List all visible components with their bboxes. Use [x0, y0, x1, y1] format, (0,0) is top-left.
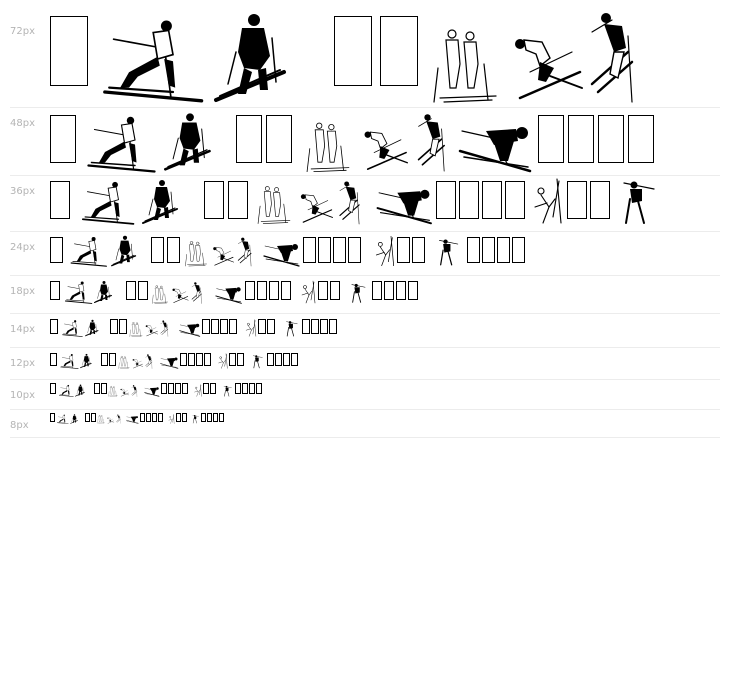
- glyph-sample: [50, 233, 525, 267]
- missing-glyph-box-icon: [151, 237, 164, 263]
- missing-glyph-box-icon: [152, 413, 157, 422]
- missing-glyph-box-icon: [211, 319, 219, 334]
- missing-glyph-box-icon: [242, 383, 248, 394]
- skier-slalom-icon: [285, 320, 298, 337]
- missing-glyph-box-icon: [380, 16, 418, 86]
- missing-glyph-box-icon: [266, 115, 292, 163]
- missing-glyph-box-icon: [220, 319, 228, 334]
- missing-glyph-box-icon: [396, 281, 406, 300]
- skier-split-icon: [375, 235, 395, 267]
- skier-jump-icon: [237, 237, 253, 267]
- skier-classic-icon: [82, 113, 158, 173]
- skier-tuck-jump-icon: [144, 324, 159, 337]
- skier-classic-icon: [56, 414, 69, 424]
- size-label: 24px: [10, 242, 35, 253]
- missing-glyph-box-icon: [219, 413, 224, 422]
- skier-tuck-jump-icon: [106, 417, 115, 424]
- missing-glyph-box-icon: [180, 353, 187, 366]
- skier-split-icon: [194, 384, 202, 397]
- missing-glyph-box-icon: [482, 181, 502, 219]
- missing-glyph-box-icon: [196, 353, 203, 366]
- glyph-sample: [50, 276, 418, 304]
- missing-glyph-box-icon: [213, 413, 218, 422]
- skier-slalom-icon: [620, 179, 656, 225]
- missing-glyph-box-icon: [138, 281, 148, 300]
- preview-row-48: [10, 107, 720, 176]
- skier-classic-icon: [59, 353, 79, 369]
- missing-glyph-box-icon: [91, 413, 96, 422]
- skier-tuck-jump-icon: [510, 32, 584, 104]
- skier-pair-icon: [118, 355, 130, 369]
- missing-glyph-box-icon: [598, 115, 624, 163]
- skier-split-icon: [301, 280, 316, 304]
- missing-glyph-box-icon: [50, 413, 55, 422]
- skier-classic-icon: [96, 14, 206, 104]
- missing-glyph-box-icon: [109, 353, 116, 366]
- glyph-sample: [50, 351, 298, 369]
- missing-glyph-box-icon: [50, 353, 57, 366]
- missing-glyph-box-icon: [228, 181, 248, 219]
- missing-glyph-box-icon: [291, 353, 298, 366]
- size-label: 14px: [10, 324, 35, 335]
- missing-glyph-box-icon: [590, 181, 610, 219]
- missing-glyph-box-icon: [275, 353, 282, 366]
- preview-row-12: [10, 347, 720, 380]
- glyph-sample: [50, 8, 638, 104]
- missing-glyph-box-icon: [85, 413, 90, 422]
- missing-glyph-box-icon: [161, 383, 167, 394]
- skier-classic-icon: [67, 235, 109, 267]
- missing-glyph-box-icon: [412, 237, 425, 263]
- missing-glyph-box-icon: [467, 237, 480, 263]
- missing-glyph-box-icon: [50, 319, 58, 334]
- missing-glyph-box-icon: [245, 281, 255, 300]
- missing-glyph-box-icon: [567, 181, 587, 219]
- missing-glyph-box-icon: [101, 383, 107, 394]
- missing-glyph-box-icon: [303, 237, 316, 263]
- skier-tuck-jump-icon: [358, 127, 412, 173]
- missing-glyph-box-icon: [397, 237, 410, 263]
- skier-downhill-icon: [126, 415, 139, 424]
- missing-glyph-box-icon: [182, 413, 187, 422]
- missing-glyph-box-icon: [384, 281, 394, 300]
- skier-downhill-icon: [215, 285, 243, 304]
- missing-glyph-box-icon: [408, 281, 418, 300]
- missing-glyph-box-icon: [126, 281, 136, 300]
- size-label: 36px: [10, 186, 35, 197]
- skier-slalom-icon: [223, 385, 232, 397]
- skier-walker-icon: [214, 12, 294, 104]
- missing-glyph-box-icon: [568, 115, 594, 163]
- missing-glyph-box-icon: [229, 353, 236, 366]
- skier-pair-icon: [151, 284, 169, 304]
- missing-glyph-box-icon: [235, 383, 241, 394]
- skier-walker-icon: [85, 319, 100, 337]
- missing-glyph-box-icon: [330, 281, 340, 300]
- skier-downhill-icon: [263, 241, 301, 267]
- missing-glyph-box-icon: [436, 181, 456, 219]
- missing-glyph-box-icon: [372, 281, 382, 300]
- missing-glyph-box-icon: [50, 281, 60, 300]
- missing-glyph-box-icon: [119, 319, 127, 334]
- skier-jump-icon: [145, 354, 153, 369]
- skier-walker-icon: [75, 384, 86, 397]
- preview-row-14: [10, 313, 720, 348]
- skier-downhill-icon: [144, 386, 160, 397]
- skier-pair-icon: [184, 239, 208, 267]
- missing-glyph-box-icon: [497, 237, 510, 263]
- skier-slalom-icon: [252, 354, 263, 369]
- skier-classic-icon: [58, 384, 74, 397]
- missing-glyph-box-icon: [269, 281, 279, 300]
- missing-glyph-box-icon: [512, 237, 525, 263]
- missing-glyph-box-icon: [257, 281, 267, 300]
- skier-pair-icon: [97, 414, 105, 424]
- skier-tuck-jump-icon: [119, 388, 130, 397]
- missing-glyph-box-icon: [202, 319, 210, 334]
- missing-glyph-box-icon: [94, 383, 100, 394]
- skier-pair-icon: [430, 24, 500, 104]
- preview-row-18: [10, 275, 720, 314]
- glyph-sample: [50, 315, 337, 337]
- skier-split-icon: [218, 353, 228, 369]
- missing-glyph-box-icon: [229, 319, 237, 334]
- preview-row-72: [10, 0, 720, 108]
- missing-glyph-box-icon: [258, 319, 266, 334]
- missing-glyph-box-icon: [333, 237, 346, 263]
- missing-glyph-box-icon: [201, 413, 206, 422]
- missing-glyph-box-icon: [348, 237, 361, 263]
- missing-glyph-box-icon: [237, 353, 244, 366]
- missing-glyph-box-icon: [210, 383, 216, 394]
- missing-glyph-box-icon: [140, 413, 145, 422]
- missing-glyph-box-icon: [207, 413, 212, 422]
- preview-row-36: [10, 175, 720, 232]
- skier-pair-icon: [256, 183, 292, 225]
- skier-walker-icon: [80, 353, 93, 369]
- missing-glyph-box-icon: [146, 413, 151, 422]
- missing-glyph-box-icon: [168, 383, 174, 394]
- missing-glyph-box-icon: [329, 319, 337, 334]
- glyph-sample: [50, 177, 656, 225]
- skier-classic-icon: [63, 280, 93, 304]
- glyph-sample: [50, 381, 262, 397]
- missing-glyph-box-icon: [50, 115, 76, 163]
- skier-tuck-jump-icon: [170, 287, 190, 304]
- missing-glyph-box-icon: [203, 383, 209, 394]
- missing-glyph-box-icon: [267, 319, 275, 334]
- skier-tuck-jump-icon: [131, 358, 144, 369]
- missing-glyph-box-icon: [302, 319, 310, 334]
- skier-pair-icon: [304, 119, 352, 173]
- skier-jump-icon: [131, 385, 138, 397]
- skier-downhill-icon: [458, 121, 534, 173]
- missing-glyph-box-icon: [538, 115, 564, 163]
- skier-jump-icon: [116, 414, 121, 424]
- preview-row-10: [10, 379, 720, 410]
- missing-glyph-box-icon: [459, 181, 479, 219]
- missing-glyph-box-icon: [628, 115, 654, 163]
- missing-glyph-box-icon: [204, 353, 211, 366]
- size-label: 72px: [10, 26, 35, 37]
- missing-glyph-box-icon: [158, 413, 163, 422]
- size-label: 10px: [10, 390, 35, 401]
- skier-walker-icon: [70, 414, 79, 424]
- missing-glyph-box-icon: [318, 237, 331, 263]
- skier-walker-icon: [164, 111, 216, 173]
- glyph-sample: [50, 109, 654, 173]
- missing-glyph-box-icon: [176, 413, 181, 422]
- missing-glyph-box-icon: [334, 16, 372, 86]
- skier-jump-icon: [588, 12, 638, 104]
- missing-glyph-box-icon: [249, 383, 255, 394]
- skier-jump-icon: [338, 181, 362, 225]
- missing-glyph-box-icon: [281, 281, 291, 300]
- missing-glyph-box-icon: [167, 237, 180, 263]
- missing-glyph-box-icon: [50, 237, 63, 263]
- skier-pair-icon: [129, 321, 143, 337]
- skier-jump-icon: [160, 320, 169, 337]
- size-label: 12px: [10, 358, 35, 369]
- skier-walker-icon: [111, 235, 139, 267]
- skier-walker-icon: [142, 179, 182, 225]
- missing-glyph-box-icon: [101, 353, 108, 366]
- skier-split-icon: [245, 319, 257, 337]
- missing-glyph-box-icon: [505, 181, 525, 219]
- skier-tuck-jump-icon: [296, 191, 336, 225]
- skier-jump-icon: [191, 282, 203, 304]
- skier-jump-icon: [416, 113, 448, 173]
- missing-glyph-box-icon: [50, 181, 70, 219]
- skier-slalom-icon: [437, 237, 459, 267]
- missing-glyph-box-icon: [175, 383, 181, 394]
- skier-split-icon: [533, 177, 563, 225]
- missing-glyph-box-icon: [318, 281, 328, 300]
- skier-classic-icon: [76, 179, 138, 225]
- missing-glyph-box-icon: [482, 237, 495, 263]
- skier-tuck-jump-icon: [210, 245, 236, 267]
- skier-walker-icon: [94, 280, 114, 304]
- skier-classic-icon: [60, 319, 84, 337]
- size-label: 18px: [10, 286, 35, 297]
- skier-downhill-icon: [376, 185, 434, 225]
- missing-glyph-box-icon: [50, 383, 56, 394]
- missing-glyph-box-icon: [110, 319, 118, 334]
- preview-row-24: [10, 231, 720, 276]
- skier-pair-icon: [108, 385, 118, 397]
- missing-glyph-box-icon: [188, 353, 195, 366]
- size-label: 48px: [10, 118, 35, 129]
- skier-downhill-icon: [179, 322, 201, 337]
- skier-downhill-icon: [160, 356, 179, 369]
- missing-glyph-box-icon: [320, 319, 328, 334]
- size-label: 8px: [10, 420, 29, 431]
- skier-split-icon: [168, 414, 175, 424]
- glyph-sample: [50, 411, 224, 424]
- missing-glyph-box-icon: [283, 353, 290, 366]
- missing-glyph-box-icon: [50, 16, 88, 86]
- preview-row-8: [10, 409, 720, 438]
- missing-glyph-box-icon: [256, 383, 262, 394]
- missing-glyph-box-icon: [311, 319, 319, 334]
- skier-slalom-icon: [192, 414, 199, 424]
- missing-glyph-box-icon: [267, 353, 274, 366]
- skier-slalom-icon: [350, 282, 366, 304]
- missing-glyph-box-icon: [236, 115, 262, 163]
- missing-glyph-box-icon: [204, 181, 224, 219]
- missing-glyph-box-icon: [182, 383, 188, 394]
